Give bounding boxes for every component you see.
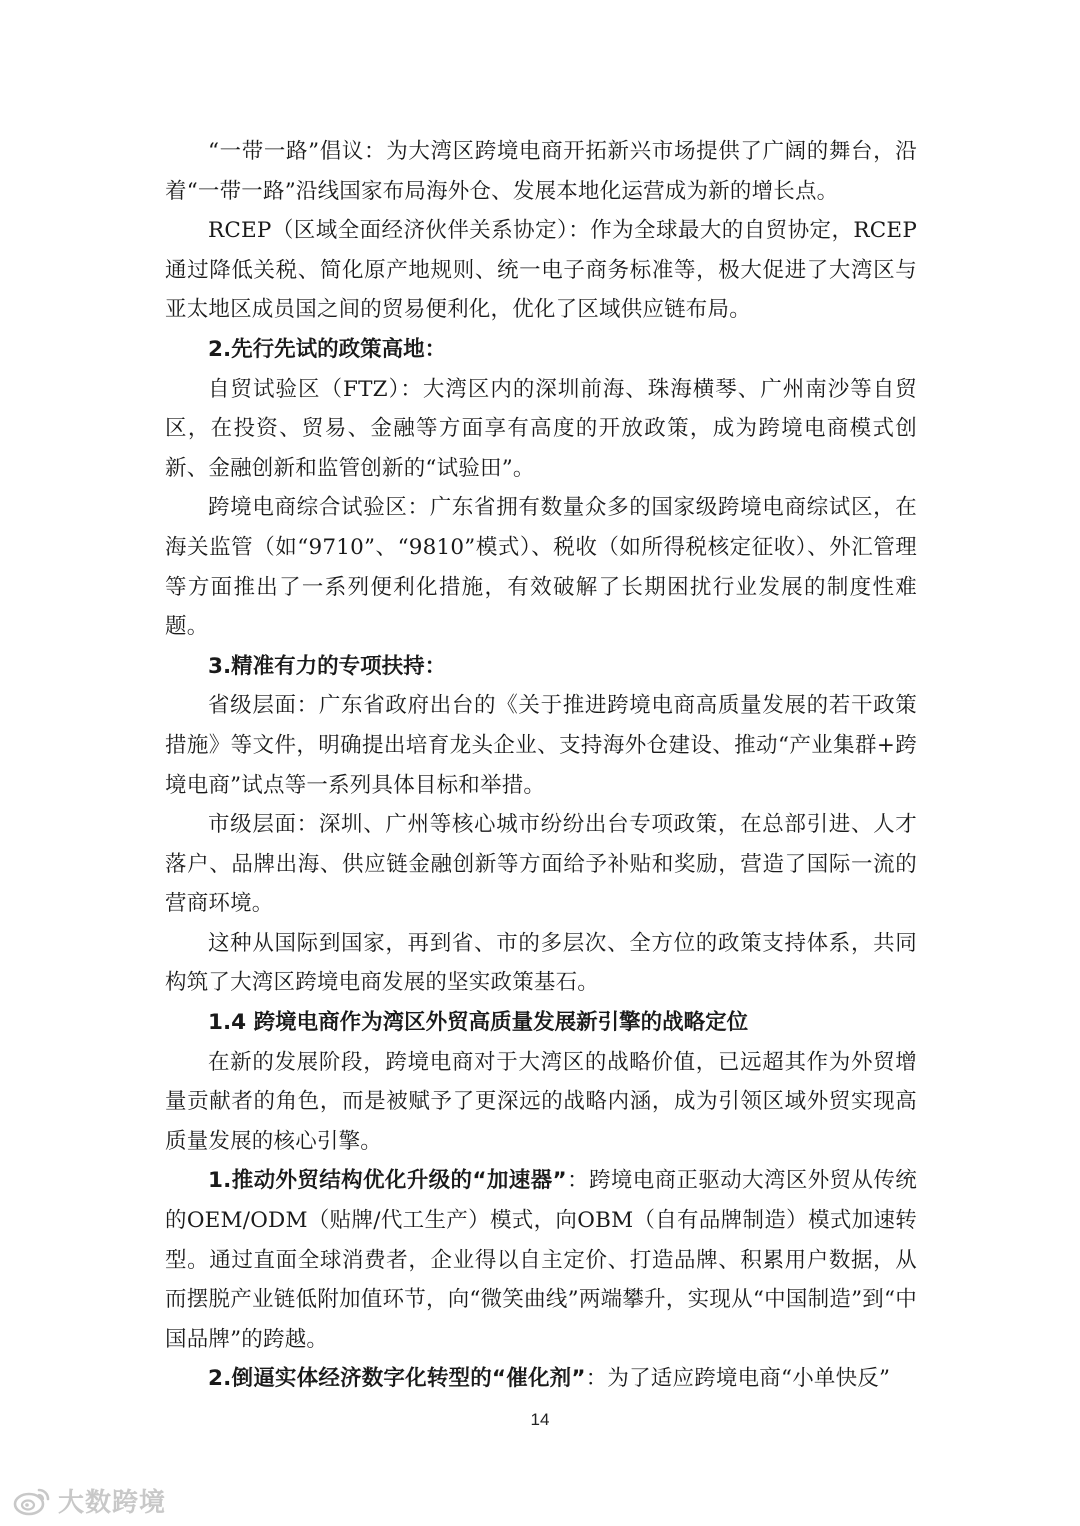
paragraph-municipal-level: 市级层面：深圳、广州等核心城市纷纷出台专项政策，在总部引进、人才落户、品牌出海、供应链金融创新等方面给予补贴和奖励，营造了国际一流的营商环境。 [165, 812, 917, 917]
paragraph-ftz: 自贸试验区（FTZ）：大湾区内的深圳前海、珠海横琴、广州南沙等自贸区，在投资、贸易、金融等方面享有高度的开放政策，成为跨境电商模式创新、金融创新和监管创新的“试验田”。 [165, 376, 917, 481]
heading-section-1-4: 1.4 跨境电商作为湾区外贸高质量发展新引擎的战略定位 [208, 1010, 749, 1036]
catalyst-body: ：为了适应跨境电商“小单快反” [585, 1366, 891, 1392]
heading-policy-highland: 2.先行先试的政策高地： [208, 336, 447, 362]
paragraph-rcep: RCEP（区域全面经济伙伴关系协定）：作为全球最大的自贸协定，RCEP 通过降低关税、简化原产地规则、统一电子商务标准等，极大促进了大湾区与亚太地区成员国之间的贸易便利化，优化了区域供应链布局。 [165, 218, 917, 323]
watermark [12, 1482, 166, 1518]
accelerator-body: ：跨境电商正驱动大湾区外贸从传统的OEM/ODM（贴牌/代工生产）模式，向OBM（自有品牌制造）模式加速转型。通过直面全球消费者，企业得以自主定价、打造品牌、积累用户数据，从而摆脱产业链低附加值环节，向“微笑曲线”两端攀升，实现从“中国制造”到“中国品牌”的跨越。 [165, 1168, 917, 1352]
accelerator-lead: 1.推动外贸结构优化升级的“加速器” [208, 1168, 567, 1194]
paragraph-belt-road: “一带一路”倡议：为大湾区跨境电商开拓新兴市场提供了广阔的舞台，沿着“一带一路”沿线国家布局海外仓、发展本地化运营成为新的增长点。 [165, 139, 917, 204]
paragraph-catalyst [165, 1359, 917, 1399]
paragraph-policy-system: 这种从国际到国家，再到省、市的多层次、全方位的政策支持体系，共同构筑了大湾区跨境电商发展的坚实政策基石。 [165, 930, 917, 996]
heading-special-support: 3.精准有力的专项扶持： [208, 653, 447, 679]
paragraph-strategic-value: 在新的发展阶段，跨境电商对于大湾区的战略价值，已远超其作为外贸增量贡献者的角色，而是被赋予了更深远的战略内涵，成为引领区域外贸实现高质量发展的核心引擎。 [165, 1049, 917, 1154]
watermark-text: 大数跨境 [58, 1487, 167, 1518]
document-body [165, 132, 917, 1399]
catalyst-lead: 2.倒逼实体经济数字化转型的“催化剂” [208, 1366, 586, 1392]
paragraph-provincial-level: 省级层面：广东省政府出台的《关于推进跨境电商高质量发展的若干政策措施》等文件，明确提出培育龙头企业、支持海外仓建设、推动“产业集群+跨境电商”试点等一系列具体目标和举措。 [165, 693, 917, 798]
paragraph-accelerator [165, 1161, 917, 1359]
paragraph-comprehensive-pilot-zone: 跨境电商综合试验区：广东省拥有数量众多的国家级跨境电商综试区，在海关监管（如“9710”、“9810”模式）、税收（如所得税核定征收）、外汇管理等方面推出了一系列便利化措施，有效破解了长期困扰行业发展的制度性难题。 [165, 495, 917, 640]
page-number: 14 [530, 1410, 550, 1429]
weibo-logo-icon [12, 1484, 52, 1516]
